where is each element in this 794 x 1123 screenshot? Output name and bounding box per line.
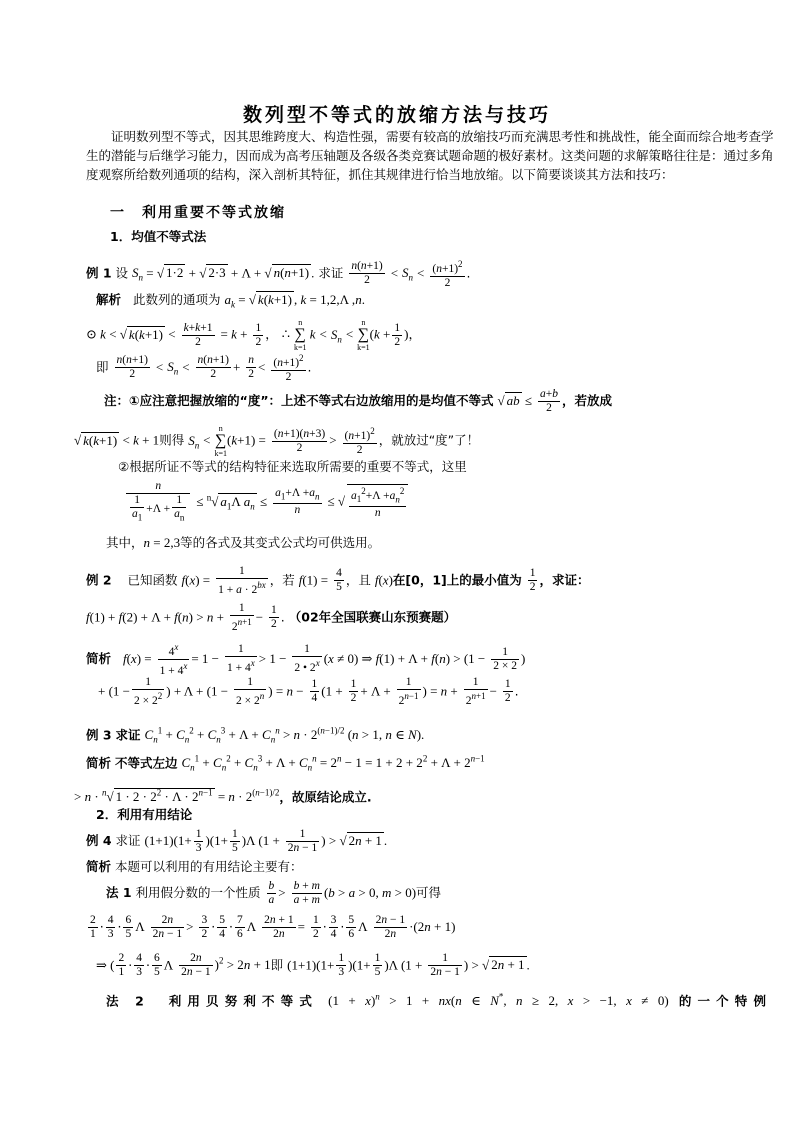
note-1-continued: √ k(k+1) < k + 1则得 $S_n$ < n ∑ k=1 (k+1) = $\frac{(n+1)(n+3)}{2}$ > $\frac{(n+1)^2}{2}$ ，就放过“度”了！ — [74, 424, 480, 458]
brief-2-continued: + (1 − $\frac{1}{2 \times 2^2}$ ) + Λ + (1 − $\frac{1}{2 \times 2^n}$ ) = n − $\frac{1}{4}$ (1 + $\frac{1}{2}$ + Λ + $\frac{1}{2^{n-1}}$ ) = n + $\frac{1}{2^{n+1}}$ − $\frac{1}{2}$ . — [98, 676, 519, 707]
example-2-label: 例 2 — [86, 572, 112, 588]
note-2: ②根据所证不等式的结构特征来选取所需要的重要不等式，这里 — [118, 459, 467, 474]
analysis-1-result: 即 $\frac{n(n+1)}{2}$ < $S_n$ < $\frac{n(n+1)}{2}$ + $\frac{n}{2}$ < $\frac{(n+1)^2}{2}$ . — [96, 353, 312, 383]
example-3-label: 例 3 — [86, 727, 112, 743]
example-2: 例 2 已知函数 f(x) = $\frac{1}{1 + a \cdot 2^{bx}}$ ，若 f(1) = $\frac{4}{5}$ ，且 f(x)在[0，1]上的最小值为 $\frac{1}{2}$ ，求证： — [86, 565, 590, 596]
mean-inequality-chain: n $\frac{1}{a_1}$ +Λ + $\frac{1}{a_n}$ ≤ $^n$√ $a_1\Lambda$ $a_n$ ≤ $\frac{a_1+\Lambda +a_n}{n}$ ≤ √ $\frac{a_1^2+\Lambda +a_n^2}{n}$ — [124, 480, 410, 524]
example-4: 例 4 求证 (1+1)(1+ $\frac{1}{3}$ )(1+ $\frac{1}{5}$ )Λ (1 + $\frac{1}{2n - 1}$ ) > √ 2n + 1 . — [86, 828, 388, 854]
example-2-claim: f(1) + f(2) + Λ + f(n) > n + $\frac{1}{2^{n+1}}$ − $\frac{1}{2}$ . （02年全国联赛山东预赛题） — [86, 602, 457, 633]
subsection-heading-1: 1．均值不等式法 — [110, 229, 207, 244]
analysis-1-step: ⊙ k < √ k(k+1) < $\frac{k+k+1}{2}$ = k + $\frac{1}{2}$ ， ∴ n ∑ k=1 $k < S_n$ < n ∑ k=1 (k + $\frac{1}{2}$ )， — [86, 318, 421, 352]
note-1: 注：①应注意把握放缩的“度”：上述不等式右边放缩用的是均值不等式 √ ab ≤ $\frac{a+b}{2}$ ，若放成 — [104, 388, 613, 414]
brief-4: 简析 本题可以利用的有用结论主要有： — [86, 859, 303, 874]
analysis-1: 解析 此数列的通项为 $a_k$ = √ k(k+1) , k = 1,2,Λ ,n. — [96, 292, 365, 310]
method-2: 法 2 利用贝努利不等式 $(1 + x)^n > 1 + nx(n$ ∈ N*, n ≥ 2, x > −1, x ≠ 0) 的一个特例 — [106, 992, 766, 1009]
example-3: 例 3 求证 $C_n^1 + C_n^2 + C_n^3 + \Lambda + C_n^n > n \cdot 2^{(n-1)/2}$ (n > 1, n ∈ N). — [86, 726, 425, 745]
page-title: 数列型不等式的放缩方法与技巧 — [242, 104, 551, 126]
note-3: 其中，n = 2,3等的各式及其变式公式均可供选用。 — [106, 535, 381, 550]
brief-2: 简析 f(x) = $\frac{4^x}{1 + 4^x}$ = 1 − $\frac{1}{1 + 4^x}$ > 1 − $\frac{1}{2 • 2^x}$ (x ≠ 0) ⇒ f(1) + Λ + f(n) > (1 − $\frac{1}{2 \times 2}$ ) — [86, 642, 526, 677]
subsection-heading-2: 2．利用有用结论 — [96, 807, 193, 822]
example-1: 例 1 设 $S_n$ = √ 1·2 + √ 2·3 + Λ + √ n(n+1) . 求证 $\frac{n(n+1)}{2}$ < $S_n$ < $\frac{(n+1)^2}{2}$ . — [86, 259, 471, 289]
example-4-label: 例 4 — [86, 833, 112, 848]
method-1-result: ⇒ ( $\frac{2}{1}$ · $\frac{4}{3}$ · $\frac{6}{5}$ Λ $\frac{2n}{2n - 1}$ )$^2$ > 2n + 1即 (1+1)(1+ $\frac{1}{3}$ )(1+ $\frac{1}{5}$ )Λ (1 + $\frac{1}{2n - 1}$ ) > √ 2n + 1 . — [96, 952, 530, 979]
method-1-step: $\frac{2}{1}$ · $\frac{4}{3}$ · $\frac{6}{5}$ Λ $\frac{2n}{2n - 1}$ > $\frac{3}{2}$ · $\frac{5}{4}$ · $\frac{7}{6}$ Λ $\frac{2n + 1}{2n}$ = $\frac{1}{2}$ · $\frac{3}{4}$ · $\frac{5}{6}$ Λ $\frac{2n - 1}{2n}$ ·(2n + 1) — [90, 914, 456, 940]
method-1: 法 1 利用假分数的一个性质 $\frac{b}{a}$ > $\frac{b + m}{a + m}$ (b > a > 0, m > 0)可得 — [106, 880, 442, 906]
brief-3: 简析 不等式左边 $C_n^1 + C_n^2 + C_n^3 + \Lambda + C_n^n = 2^n - 1 = 1 + 2 + 2^2 + \Lambda + 2^{n-1}$ — [86, 754, 485, 773]
example-1-label: 例 1 — [86, 265, 112, 281]
intro-paragraph: 证明数列型不等式，因其思维跨度大、构造性强，需要有较高的放缩技巧而充满思考性和挑战性，能全面而综合地考查学生的潜能与后继学习能力，因而成为高考压轴题及各级各类竞赛试题命题的极好素材。这类问题的求解策略往往是：通过多角度观察所给数列通项的结构，深入剖析其特征，抓住其规律进行恰当地放缩。以下简要谈谈其方法和技巧： — [86, 129, 774, 182]
section-heading-1: 一 利用重要不等式放缩 — [110, 205, 286, 221]
brief-3-conclusion: > n · $^n$√ $1 \cdot 2 \cdot 2^2 \cdot \Lambda \cdot 2^{n-1} = n \cdot 2^{(n-1)/2}$，故原结论成立. — [74, 788, 372, 805]
